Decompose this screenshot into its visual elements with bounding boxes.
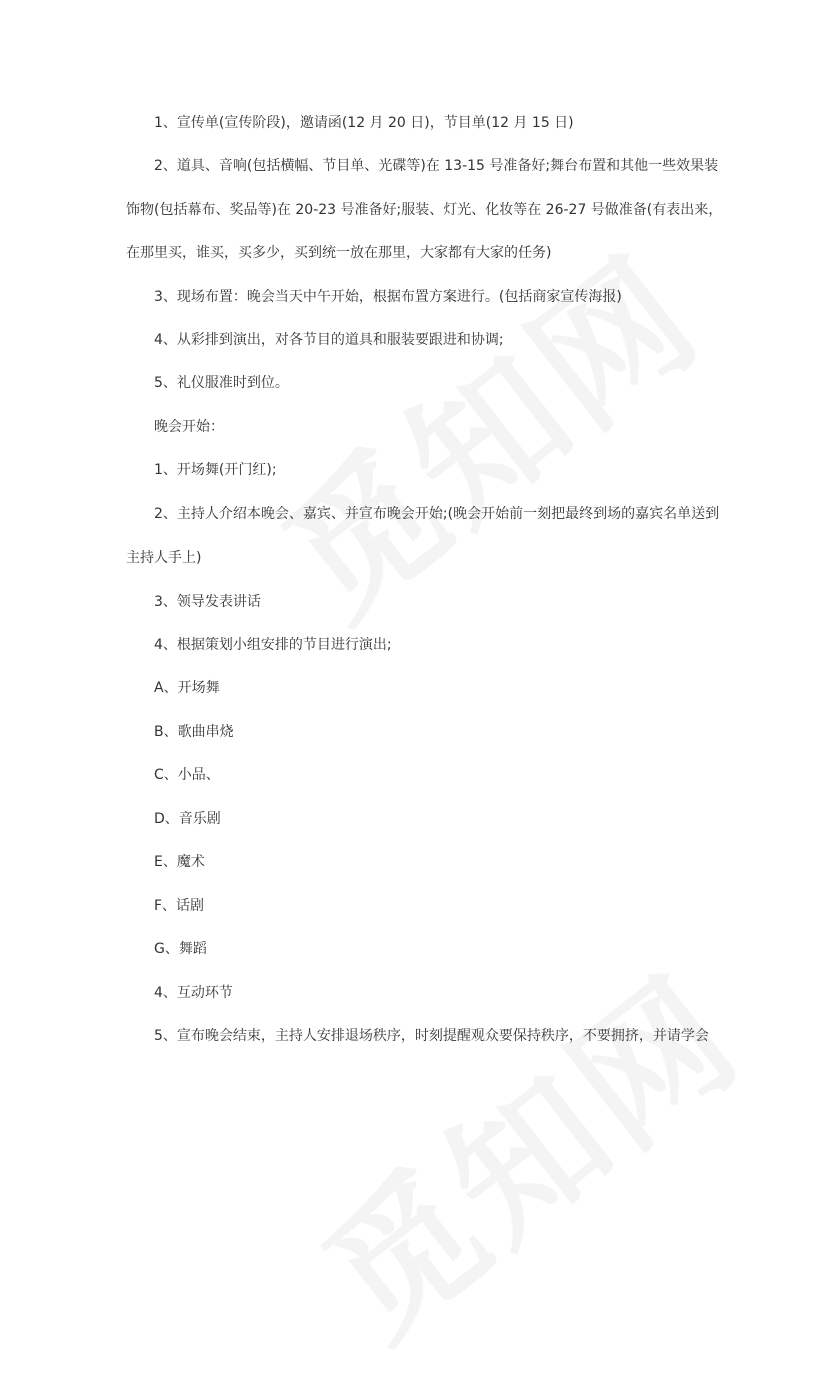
paragraph-line: 4、根据策划小组安排的节目进行演出;	[154, 637, 392, 653]
list-item: A、开场舞	[154, 680, 220, 696]
paragraph-line: 4、互动环节	[154, 985, 233, 1001]
paragraph-line: 3、领导发表讲话	[154, 594, 261, 610]
paragraph-line: 5、宣布晚会结束，主持人安排退场秩序，时刻提醒观众要保持秩序，不要拥挤，并请学会	[154, 1028, 709, 1044]
list-item: G、舞蹈	[154, 941, 207, 957]
list-item: E、魔术	[154, 854, 205, 870]
list-item: B、歌曲串烧	[154, 724, 234, 740]
paragraph-line: 主持人手上)	[126, 550, 202, 566]
watermark-logo	[233, 199, 735, 657]
paragraph-line: 1、开场舞(开门红);	[154, 462, 277, 478]
section-heading: 晚会开始：	[154, 419, 224, 435]
paragraph-line: 4、从彩排到演出，对各节目的道具和服装要跟进和协调;	[154, 332, 504, 348]
paragraph-line: 3、现场布置：晚会当天中午开始，根据布置方案进行。(包括商家宣传海报)	[154, 289, 622, 305]
list-item: C、小品、	[154, 767, 220, 783]
list-item: F、话剧	[154, 898, 205, 914]
paragraph-line: 5、礼仪服准时到位。	[154, 375, 289, 391]
list-item: D、音乐剧	[154, 811, 221, 827]
paragraph-line: 2、道具、音响(包括横幅、节目单、光碟等)在 13-15 号准备好;舞台布置和其他一些效果装	[154, 158, 719, 174]
paragraph-line: 2、主持人介绍本晚会、嘉宾、并宣布晚会开始;(晚会开始前一刻把最终到场的嘉宾名单送到	[154, 506, 720, 522]
paragraph-line: 饰物(包括幕布、奖品等)在 20-23 号准备好;服装、灯光、化妆等在 26-27 号做准备(有表出来，	[126, 202, 723, 218]
watermark-logo-bottom	[273, 919, 775, 1377]
paragraph-line: 在那里买，谁买，买多少，买到统一放在那里，大家都有大家的任务)	[126, 245, 552, 261]
paragraph-line: 1、宣传单(宣传阶段)，邀请函(12 月 20 日)，节目单(12 月 15 日)	[154, 115, 574, 131]
